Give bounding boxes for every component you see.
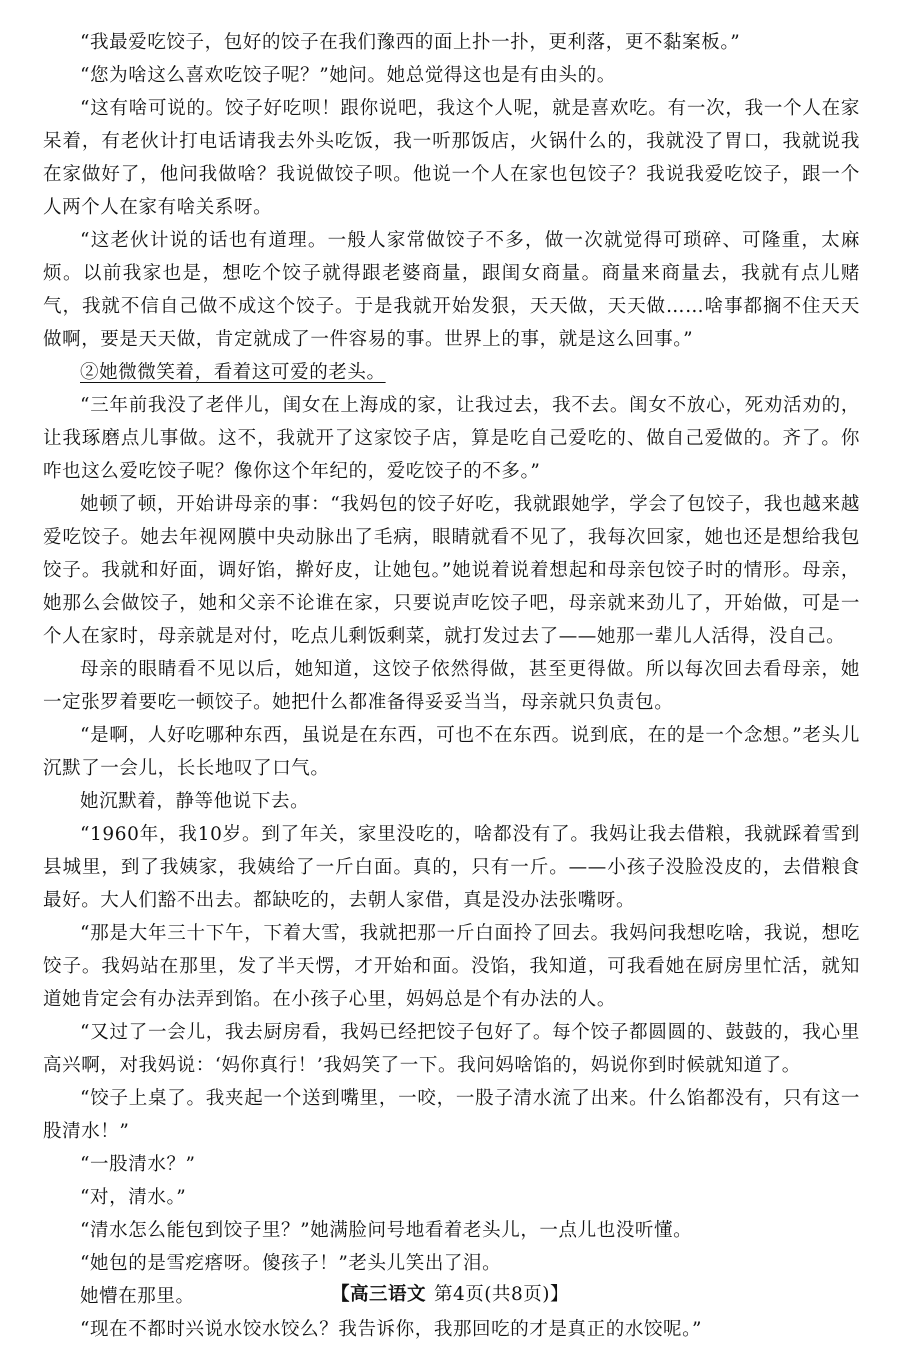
paragraph: “我最爱吃饺子，包好的饺子在我们豫西的面上扑一扑，更利落，更不黏案板。” — [80, 32, 741, 53]
paragraph: “一股清水？” — [80, 1154, 196, 1175]
footer-subject: 【高三语文 — [331, 1284, 427, 1305]
paragraph: “1960年，我10岁。到了年关，家里没吃的，啥都没有了。我妈让我去借粮，我就踩着雪到县城里，到了我姨家，我姨给了一斤白面。真的，只有一斤。——小孩子没脸没皮的，去借粮食最好。大人们豁不出去。都缺吃的，去朝人家借，真是没办法张嘴呀。 — [43, 824, 860, 911]
paragraph: “这有啥可说的。饺子好吃呗！跟你说吧，我这个人呢，就是喜欢吃。有一次，我一个人在家呆着，有老伙计打电话请我去外头吃饭，我一听那饭店，火锅什么的，我就没了胃口，我就说我在家做好了，他问我做啥？我说做饺子呗。他说一个人在家也包饺子？我说我爱吃饺子，跟一个人两个人在家有啥关系呀。 — [43, 98, 860, 218]
paragraph: “清水怎么能包到饺子里？”她满脸问号地看着老头儿，一点儿也没听懂。 — [80, 1220, 693, 1241]
paragraph: “她包的是雪疙瘩呀。傻孩子！”老头儿笑出了泪。 — [80, 1253, 502, 1274]
paragraph-underlined — [43, 356, 860, 389]
paragraph: “这老伙计说的话也有道理。一般人家常做饺子不多，做一次就觉得可琐碎、可隆重，太麻烦。以前我家也是，想吃个饺子就得跟老婆商量，跟闺女商量。商量来商量去，我就有点儿赌气，我就不信自己做不成这个饺子。于是我就开始发狠，天天做，天天做……啥事都搁不住天天做啊，要是天天做，肯定就成了一件容易的事。世界上的事，就是这么回事。” — [43, 230, 860, 350]
underlined-sentence: ②她微微笑着，看着这可爱的老头。 — [80, 362, 386, 383]
paragraph: 她顿了顿，开始讲母亲的事：“我妈包的饺子好吃，我就跟她学，学会了包饺子，我也越来越爱吃饺子。她去年视网膜中央动脉出了毛病，眼睛就看不见了，我每次回家，她也还是想给我包饺子。我就和好面，调好馅，擀好皮，让她包。”她说着说着想起和母亲包饺子时的情形。母亲，她那么会做饺子，她和父亲不论谁在家，只要说声吃饺子吧，母亲就来劲儿了，开始做，可是一个人在家时，母亲就是对付，吃点儿剩饭剩菜，就打发过去了——她那一辈儿人活得，没自己。 — [43, 494, 860, 647]
paragraph: “那是大年三十下午，下着大雪，我就把那一斤白面拎了回去。我妈问我想吃啥，我说，想吃饺子。我妈站在那里，发了半天愣，才开始和面。没馅，我知道，可我看她在厨房里忙活，就知道她肯定会有办法弄到馅。在小孩子心里，妈妈总是个有办法的人。 — [43, 923, 860, 1010]
paragraph: “对，清水。” — [80, 1187, 187, 1208]
paragraph: 她沉默着，静等他说下去。 — [80, 791, 310, 812]
paragraph: 母亲的眼睛看不见以后，她知道，这饺子依然得做，甚至更得做。所以每次回去看母亲，她一定张罗着要吃一顿饺子。她把什么都准备得妥妥当当，母亲就只负责包。 — [43, 659, 860, 713]
paragraph: “现在不都时兴说水饺水饺么？我告诉你，我那回吃的才是真正的水饺呢。” — [80, 1319, 703, 1340]
footer-page-number: 第4页(共8页)】 — [434, 1284, 569, 1305]
paragraph: “饺子上桌了。我夹起一个送到嘴里，一咬，一股子清水流了出来。什么馅都没有，只有这一股清水！” — [43, 1088, 860, 1142]
paragraph: “三年前我没了老伴儿，闺女在上海成的家，让我过去，我不去。闺女不放心，死劝活劝的，让我琢磨点儿事做。这不，我就开了这家饺子店，算是吃自己爱吃的、做自己爱做的。齐了。你咋也这么爱吃饺子呢？像你这个年纪的，爱吃饺子的不多。” — [43, 395, 860, 482]
paragraph: 她懵在那里。 — [80, 1286, 195, 1307]
reading-passage — [43, 26, 860, 1346]
paragraph: “是啊，人好吃哪种东西，虽说是在东西，可也不在东西。说到底，在的是一个念想。”老头儿沉默了一会儿，长长地叹了口气。 — [43, 725, 860, 779]
paragraph: “您为啥这么喜欢吃饺子呢？”她问。她总觉得这也是有由头的。 — [80, 65, 616, 86]
page-footer — [0, 1280, 900, 1310]
paragraph: “又过了一会儿，我去厨房看，我妈已经把饺子包好了。每个饺子都圆圆的、鼓鼓的，我心里高兴啊，对我妈说：‘妈你真行！’我妈笑了一下。我问妈啥馅的，妈说你到时候就知道了。 — [43, 1022, 860, 1076]
